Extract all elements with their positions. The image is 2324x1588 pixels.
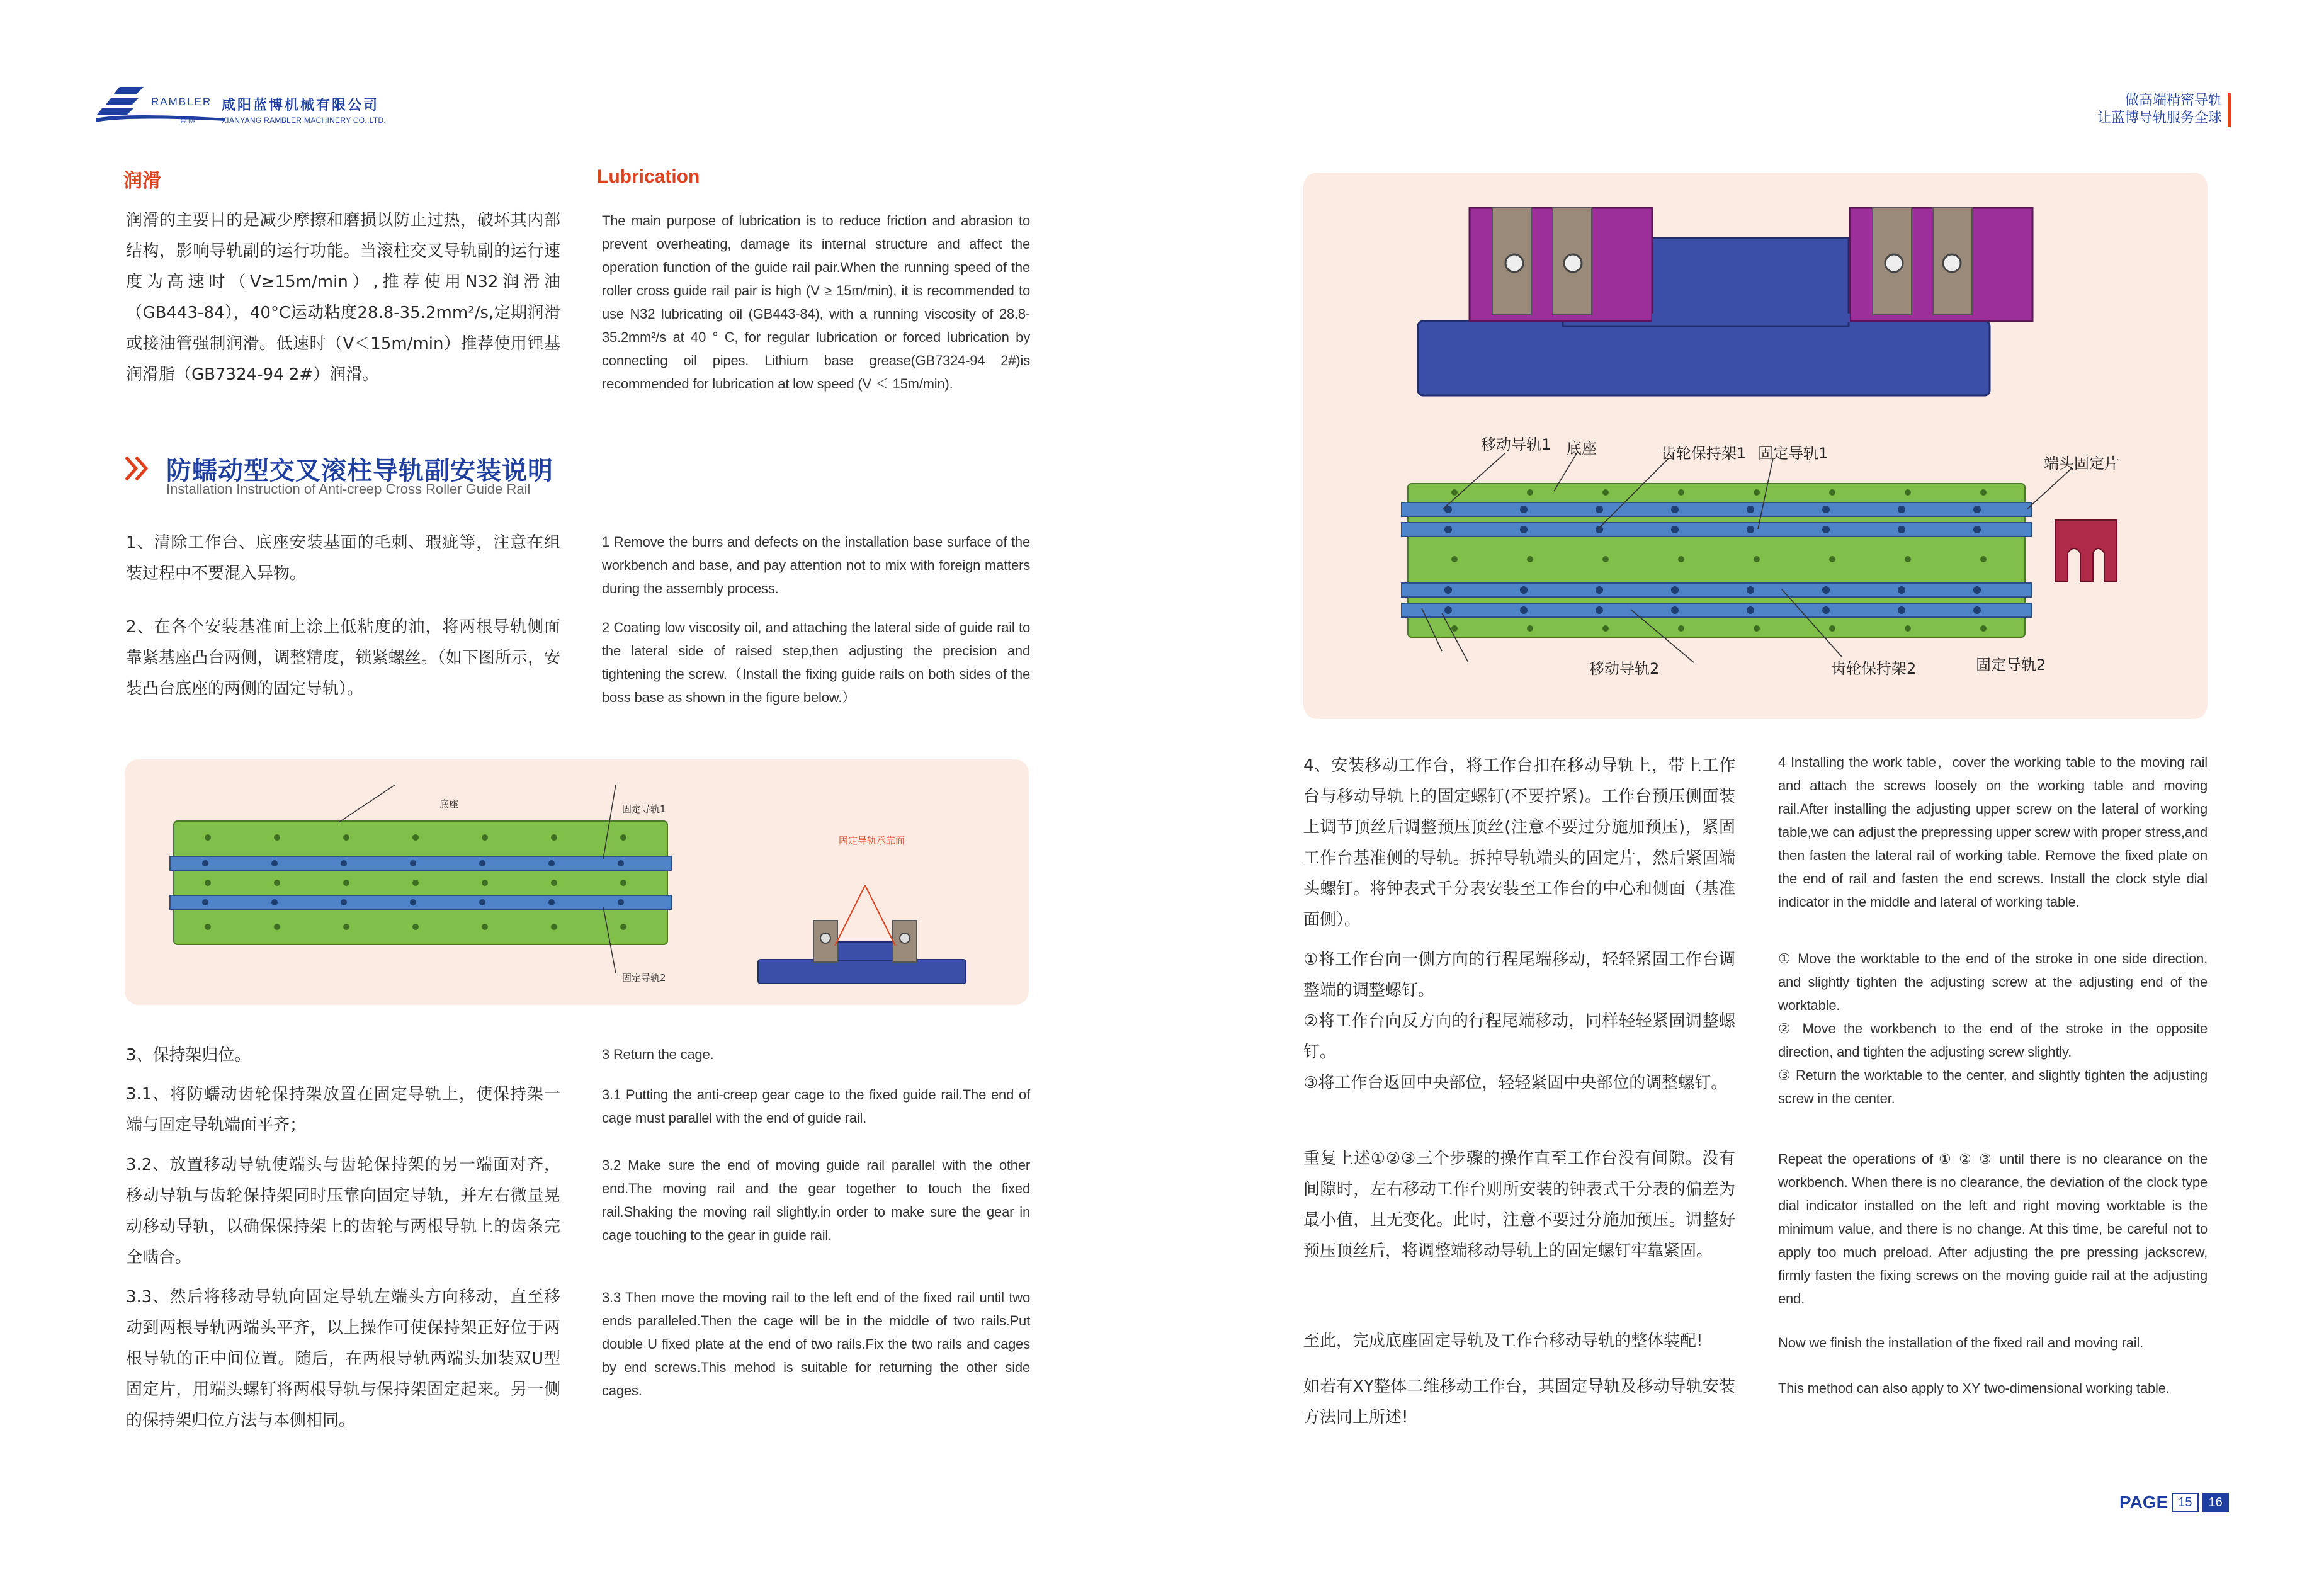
- repeat-en: Repeat the operations of ① ② ③ until there is no clearance on the workbench. When there is no clearance, the deviation of the clock type dial indicator installed on the left and right moving worktable is the minimum value, and there is no change. At this time, be careful not to apply too much preload. After adjusting the pre pressing jackscrew, firmly fasten the fixing screws on the moving guide rail at the adjusting end.: [1778, 1151, 2208, 1307]
- step4-substeps-en: ① Move the worktable to the end of the stroke in one side direction, and slightly tighten the adjusting screw at the adjusting end of the worktable. ② Move the workbench to the end of the stroke in the opposite direction, and tighten the adjusting screw slightly. ③ Return the worktable to the center, and slightly tighten the adjusting screw in the center.: [1778, 951, 2208, 1106]
- fig2-label-endplate: 端头固定片: [2044, 455, 2119, 472]
- figure1-panel: [125, 759, 1029, 1005]
- step4-substeps-cn: ①将工作台向一侧方向的行程尾端移动，轻轻紧固工作台调整端的调整螺钉。 ②将工作台向反方向的行程尾端移动，同样轻轻紧固调整螺钉。 ③将工作台返回中央部位，轻轻紧固中央部位的调整螺钉。: [1303, 950, 1735, 1092]
- fig1-label-bearing: 固定导轨承靠面: [839, 835, 905, 846]
- fig2-label-fixed2: 固定导轨2: [1976, 656, 2046, 674]
- slogan: [1970, 92, 2222, 127]
- page-right-number: 16: [2202, 1493, 2229, 1512]
- step3-3-en: 3.3 Then move the moving rail to the left end of the fixed rail until two ends paralleled.Then the cage will be in the middle of two rails.Put double U fixed plate at the end of two rails.Fix the two rails and cages by end screws.This mehod is suitable for returning the other side cages.: [602, 1290, 1030, 1398]
- lubrication-body-cn: 润滑的主要目的是减少摩擦和磨损以防止过热，破坏其内部结构，影响导轨副的运行功能。当滚柱交叉导轨副的运行速度为高速时（V≥15m/min）,推荐使用N32润滑油（GB443-84），40°C运动粘度28.8-35.2mm²/s,定期润滑或接油管强制润滑。低速时（V＜15m/min）推荐使用锂基润滑脂（GB7324-94 2#）润滑。: [126, 211, 560, 384]
- logo-text: RAMBLER: [151, 96, 212, 108]
- lubrication-body-en: The main purpose of lubrication is to reduce friction and abrasion to prevent overheating, damage its internal structure and affect the operation function of the guide rail pair.When the running speed of the roller cross guide rail pair is high (V ≥ 15m/min), it is recommended to use N32 lubricating oil (GB443-84), with a running viscosity of 28.8-35.2mm²/s at 40 ° C, for regular lubrication or forced lubrication by connecting oil pipes. Lithium base grease(GB7324-94 2#)is recommended for lubrication at low speed (V ＜ 15m/min).: [602, 213, 1030, 392]
- step3-en: 3 Return the cage.: [602, 1046, 714, 1062]
- lubrication-title-en: Lubrication: [597, 166, 700, 187]
- page-left-number: 15: [2172, 1493, 2198, 1512]
- figure1-diagram: [125, 759, 1029, 1005]
- fig1-label-fixed2: 固定导轨2: [622, 972, 666, 984]
- section-title-en: Installation Instruction of Anti-creep Cross Roller Guide Rail: [166, 481, 531, 497]
- logo: [94, 82, 227, 130]
- step4-en: 4 Installing the work table，cover the working table to the moving rail and attach the screws loosely on the working table and moving rail.After installing the adjusting upper screw on the lateral of working table,we can adjust the prepressing upper screw with proper stress,and then fasten the lateral rail of working table. Remove the fixed plate on the end of rail and fasten the end screws. Install the clock style dial indicator in the middle and lateral of working table.: [1778, 754, 2208, 910]
- fig2-label-base: 底座: [1567, 440, 1597, 457]
- step1-cn: 1、清除工作台、底座安装基面的毛刺、瑕疵等，注意在组装过程中不要混入异物。: [126, 533, 560, 583]
- fig2-label-moving2: 移动导轨2: [1589, 660, 1660, 678]
- xy-note-cn: 如若有XY整体二维移动工作台，其固定导轨及移动导轨安装方法同上所述!: [1303, 1377, 1735, 1427]
- fig2-label-moving1: 移动导轨1: [1481, 436, 1551, 453]
- fig1-label-fixed1: 固定导轨1: [622, 803, 666, 815]
- section-title-cn: 防蠕动型交叉滚柱导轨副安装说明: [166, 457, 553, 485]
- step4-cn: 4、安装移动工作台，将工作台扣在移动导轨上，带上工作台与移动导轨上的固定螺钉(不要拧紧)。工作台预压侧面装上调节顶丝后调整预压顶丝(注意不要过分施加预压)，紧固工作台基准侧的导轨。拆掉导轨端头的固定片，然后紧固端头螺钉。将钟表式千分表安装至工作台的中心和侧面（基准面侧）。: [1303, 756, 1735, 929]
- step3-2-en: 3.2 Make sure the end of moving guide rail parallel with the other end.The moving rail and the gear together to touch the fixed rail.Shaking the moving rail slightly,in order to make sure the gear in cage touching to the gear in guide rail.: [602, 1157, 1030, 1243]
- xy-note-en: This method can also apply to XY two-dimensional working table.: [1778, 1380, 2170, 1396]
- step3-2-cn: 3.2、放置移动导轨使端头与齿轮保持架的另一端面对齐，移动导轨与齿轮保持架同时压靠向固定导轨，并左右微量晃动移动导轨，以确保保持架上的齿轮与两根导轨上的齿条完全啮合。: [126, 1155, 560, 1267]
- step3-1-cn: 3.1、将防蠕动齿轮保持架放置在固定导轨上，使保持架一端与固定导轨端面平齐；: [126, 1085, 560, 1135]
- step3-1-en: 3.1 Putting the anti-creep gear cage to the fixed guide rail.The end of cage must parallel with the end of guide rail.: [602, 1087, 1030, 1126]
- step3-3-cn: 3.3、然后将移动导轨向固定导轨左端头方向移动，直至移动到两根导轨两端头平齐，以上操作可使保持架正好位于两根导轨的正中间位置。随后，在两根导轨两端头加装双U型固定片，用端头螺钉将两根导轨与保持架固定起来。另一侧的保持架归位方法与本侧相同。: [126, 1288, 560, 1430]
- company-name-cn: 咸阳蓝博机械有限公司: [222, 98, 380, 113]
- repeat-cn: 重复上述①②③三个步骤的操作直至工作台没有间隙。没有间隙时，左右移动工作台则所安装的钟表式千分表的偏差为最小值，且无变化。此时，注意不要过分施加预压。调整好预压顶丝后，将调整端移动导轨上的固定螺钉牢靠紧固。: [1303, 1149, 1735, 1261]
- slogan-line1: 做高端精密导轨: [2124, 93, 2222, 108]
- figure2-diagram: [1303, 173, 2208, 719]
- page-number: [2119, 1492, 2229, 1512]
- fig2-label-cage1: 齿轮保持架1: [1661, 445, 1747, 462]
- finish-en: Now we finish the installation of the fixed rail and moving rail.: [1778, 1335, 2144, 1351]
- step3-cn: 3、保持架归位。: [126, 1046, 251, 1065]
- fig2-label-fixed1: 固定导轨1: [1758, 445, 1828, 462]
- slogan-line2: 让蓝博导轨服务全球: [2097, 110, 2222, 126]
- slogan-bar: [2228, 93, 2231, 127]
- page-label: PAGE: [2119, 1492, 2168, 1512]
- logo-sub: 蓝博: [180, 116, 196, 125]
- fig2-label-cage2: 齿轮保持架2: [1831, 660, 1917, 678]
- finish-cn: 至此，完成底座固定导轨及工作台移动导轨的整体装配!: [1303, 1332, 1703, 1351]
- step2-en: 2 Coating low viscosity oil, and attaching the lateral side of guide rail to the lateral side of raised step,then adjusting the precision and tightening the screw.（Install the fixing guide rails on both sides of the boss base as shown in the figure below.）: [602, 620, 1030, 705]
- fig1-label-base: 底座: [439, 798, 459, 810]
- section-chevron-icon: [123, 455, 156, 485]
- company-name-en: XIANYANG RAMBLER MACHINERY CO.,LTD.: [222, 116, 386, 125]
- lubrication-title-cn: 润滑: [123, 170, 161, 192]
- figure2-panel: [1303, 173, 2208, 719]
- step1-en: 1 Remove the burrs and defects on the installation base surface of the workbench and base, and pay attention not to mix with foreign matters during the assembly process.: [602, 534, 1030, 596]
- step2-cn: 2、在各个安装基准面上涂上低粘度的油，将两根导轨侧面靠紧基座凸台两侧，调整精度，锁紧螺丝。（如下图所示，安装凸台底座的两侧的固定导轨）。: [126, 618, 560, 698]
